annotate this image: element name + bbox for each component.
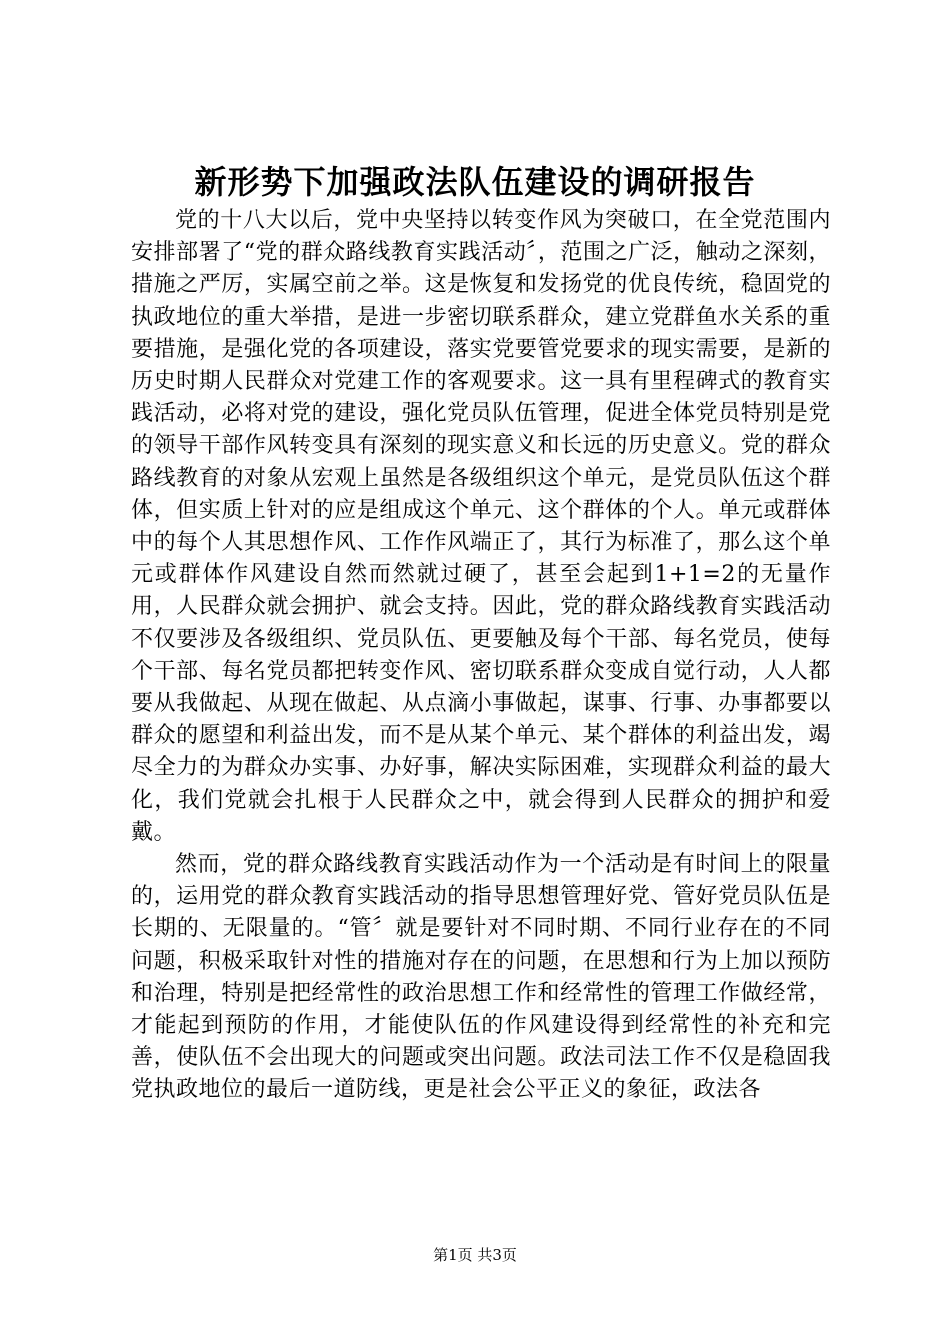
page-footer: 第1页 共3页: [433, 1246, 517, 1264]
document-body: [131, 205, 831, 1107]
document-title: 新形势下加强政法队伍建设的调研报告: [194, 163, 756, 201]
paragraph-1: 党的十八大以后，党中央坚持以转变作风为突破口，在全党范围内安排部署了“党的群众路线教育实践活动〞，范围之广泛，触动之深刻，措施之严厉，实属空前之举。这是恢复和发扬党的优良传统，稳固党的执政地位的重大举措，是进一步密切联系群众，建立党群鱼水关系的重要措施，是强化党的各项建设，落实党要管党要求的现实需要，是新的历史时期人民群众对党建工作的客观要求。这一具有里程碑式的教育实践活动，必将对党的建设，强化党员队伍管理，促进全体党员特别是党的领导干部作风转变具有深刻的现实意义和长远的历史意义。党的群众路线教育的对象从宏观上虽然是各级组织这个单元，是党员队伍这个群体，但实质上针对的应是组成这个单元、这个群体的个人。单元或群体中的每个人其思想作风、工作作风端正了，其行为标准了，那么这个单元或群体作风建设自然而然就过硬了，甚至会起到1+1=2的无量作用，人民群众就会拥护、就会支持。因此，党的群众路线教育实践活动不仅要涉及各级组织、党员队伍、更要触及每个干部、每名党员，使每个干部、每名党员都把转变作风、密切联系群众变成自觉行动，人人都要从我做起、从现在做起、从点滴小事做起，谋事、行事、办事都要以群众的愿望和利益出发，而不是从某个单元、某个群体的利益出发，竭尽全力的为群众办实事、办好事，解决实际困难，实现群众利益的最大化，我们党就会扎根于人民群众之中，就会得到人民群众的拥护和爱戴。: [131, 208, 831, 845]
paragraph-2: 然而，党的群众路线教育实践活动作为一个活动是有时间上的限量的，运用党的群众教育实践活动的指导思想管理好党、管好党员队伍是长期的、无限量的。“管〞就是要针对不同时期、不同行业存在的不同问题，积极采取针对性的措施对存在的问题，在思想和行为上加以预防和治理，特别是把经常性的政治思想工作和经常性的管理工作做经常，才能起到预防的作用，才能使队伍的作风建设得到经常性的补充和完善，使队伍不会出现大的问题或突出问题。政法司法工作不仅是稳固我党执政地位的最后一道防线，更是社会公平正义的象征，政法各: [131, 852, 831, 1103]
